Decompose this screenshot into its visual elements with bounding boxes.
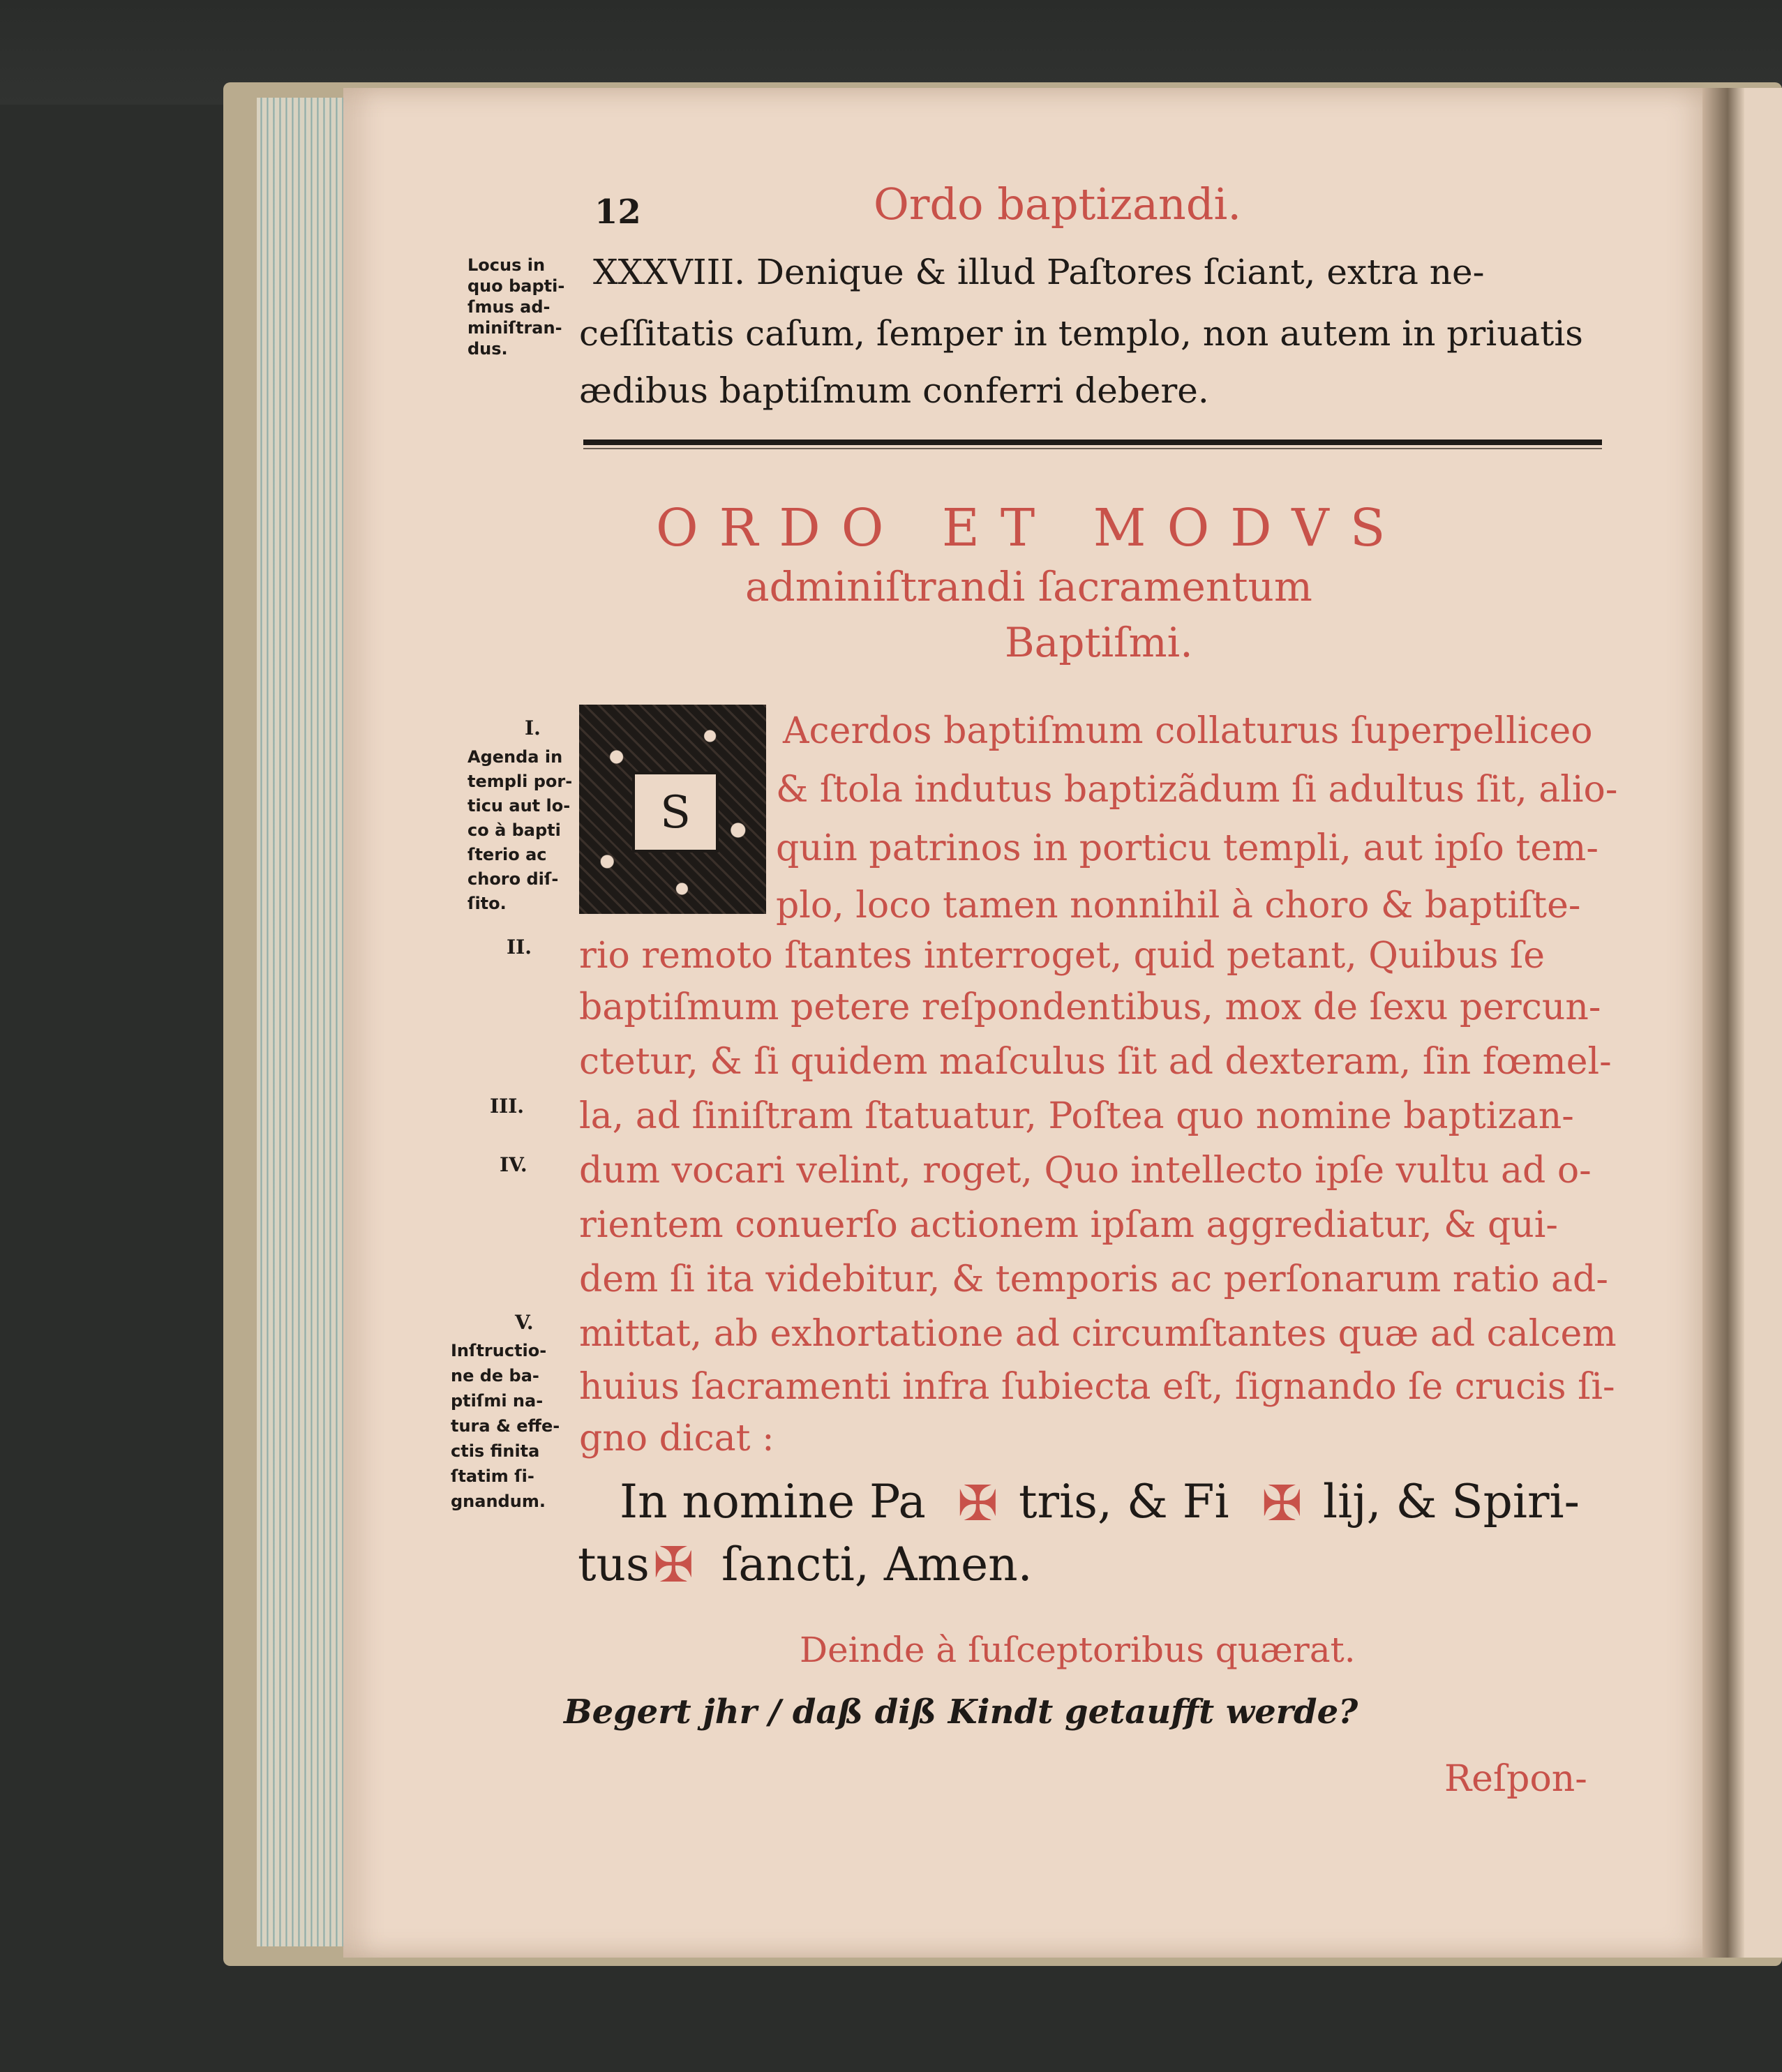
page-number: 12 <box>594 193 641 232</box>
formula-sancti-amen: ſancti, Amen. <box>721 1538 1033 1591</box>
catchword: Reſpon- <box>1444 1758 1587 1800</box>
body-line-13: huius ſacramenti infra ſubiecta eſt, ſignando ſe crucis ſi- <box>579 1366 1615 1408</box>
body-line-10: rientem conuerſo actionem ipſam aggrediatur, & qui- <box>579 1204 1558 1246</box>
formula-tris-fi: tris, & Fi <box>1019 1475 1229 1529</box>
margin-numeral-iii: III. <box>490 1095 525 1118</box>
cross-icon: ✠ <box>653 1536 694 1593</box>
body-line-7: ctetur, & ſi quidem maſculus ſit ad dexteram, ſin fœmel- <box>579 1041 1612 1083</box>
body-line-2: & ſtola indutus baptizãdum ſi adultus ſit, alio- <box>776 769 1618 811</box>
formula-in-nomine-pa: In nomine Pa <box>620 1475 926 1529</box>
body-line-1: Acerdos baptiſmum collaturus ſuperpelliceo <box>783 710 1593 752</box>
body-line-3: quin patrinos in porticu templi, aut ipſo tem- <box>776 827 1598 869</box>
heading-line-2: adminiſtrandi ſacramentum <box>745 563 1312 610</box>
decorated-initial <box>579 705 766 914</box>
margin-numeral-v: V. <box>515 1311 534 1334</box>
body-line-12: mittat, ab exhortatione ad circumſtantes quæ ad calcem <box>579 1313 1617 1355</box>
section-xxxviii-line-3: ædibus baptiſmum conferri debere. <box>579 370 1209 411</box>
initial-letter: S <box>660 787 691 839</box>
section-xxxviii-line-1: XXXVIII. Denique & illud Paſtores ſciant, extra ne- <box>593 252 1485 292</box>
body-line-11: dem ſi ita videbitur, & temporis ac perſonarum ratio ad- <box>579 1259 1608 1300</box>
page-edges <box>257 98 347 1946</box>
body-line-6: baptiſmum petere reſpondentibus, mox de ſexu percun- <box>579 986 1601 1028</box>
horizontal-rule-thin <box>583 448 1602 449</box>
rubric: Deinde à ſuſceptoribus quærat. <box>800 1630 1356 1670</box>
formula-tus: tus <box>578 1538 650 1591</box>
cross-icon: ✠ <box>1261 1475 1303 1532</box>
running-title: Ordo baptizandi. <box>874 179 1242 230</box>
heading-line-3: Baptiſmi. <box>1005 619 1193 666</box>
margin-numeral-ii: II. <box>507 936 532 959</box>
facing-page-edge <box>1744 88 1782 1958</box>
heading-line-1: ORDO ET MODVS <box>656 498 1407 558</box>
cross-icon: ✠ <box>957 1475 998 1532</box>
initial-frame <box>632 772 719 853</box>
horizontal-rule <box>583 440 1602 445</box>
body-line-8: la, ad ſiniſtram ſtatuatur, Poſtea quo nomine baptizan- <box>579 1095 1574 1137</box>
german-question: Begert jhr / daß diß Kindt getaufft werde? <box>564 1692 1358 1732</box>
formula-lij-spiri: lij, & Spiri- <box>1323 1475 1580 1529</box>
margin-numeral-i: I. <box>525 716 541 740</box>
margin-numeral-iv: IV. <box>500 1153 527 1176</box>
body-line-14: gno dicat : <box>579 1418 774 1459</box>
section-xxxviii-line-2: ceſſitatis caſum, ſemper in templo, non autem in priuatis <box>579 313 1583 354</box>
body-line-9: dum vocari velint, roget, Quo intellecto ipſe vultu ad o- <box>579 1150 1592 1192</box>
book-gutter <box>1702 88 1744 1958</box>
body-line-5: rio remoto ſtantes interroget, quid petant, Quibus ſe <box>579 935 1545 977</box>
body-line-4: plo, loco tamen nonnihil à choro & baptiſte- <box>776 885 1581 926</box>
